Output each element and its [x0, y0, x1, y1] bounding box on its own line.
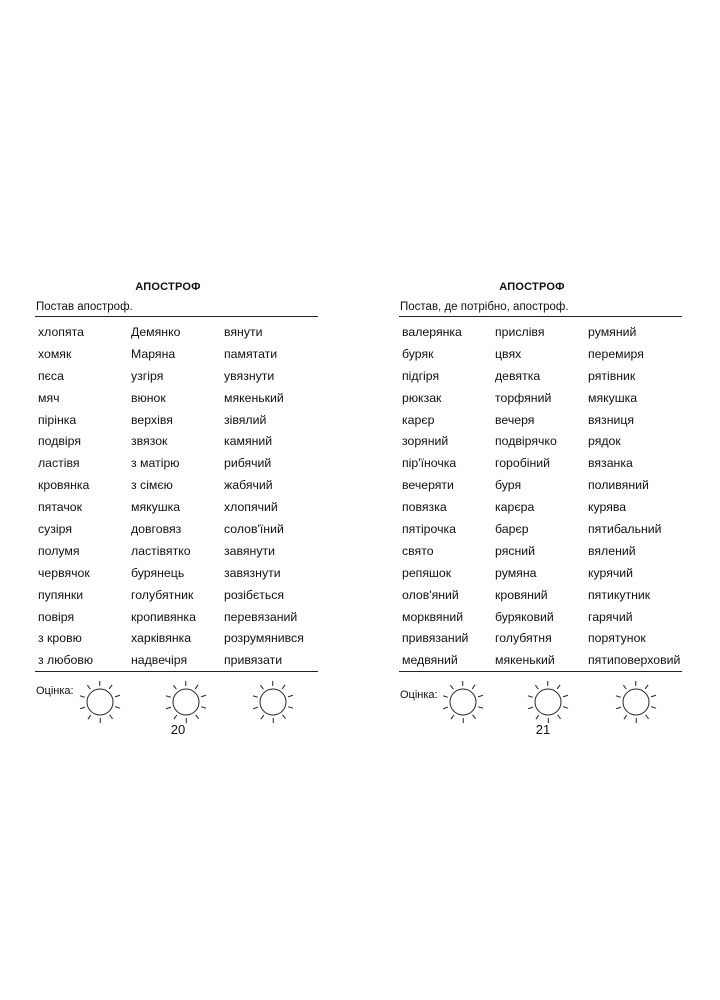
word[interactable]: хлопята: [38, 324, 84, 339]
word-table: [18, 317, 318, 671]
word[interactable]: вечеряти: [402, 478, 454, 493]
word[interactable]: перевязаний: [224, 609, 298, 624]
word[interactable]: мякушка: [131, 500, 181, 515]
word[interactable]: привязаний: [402, 631, 469, 646]
word[interactable]: з кровю: [38, 631, 82, 646]
word[interactable]: бурянець: [131, 565, 185, 580]
rating-label: Оцінка:: [36, 685, 74, 698]
word[interactable]: пятикутник: [588, 587, 651, 602]
rating-area: [382, 678, 682, 738]
word[interactable]: ластівя: [38, 456, 80, 471]
word[interactable]: зівялий: [224, 412, 267, 427]
word[interactable]: румяна: [495, 565, 537, 580]
word-row: [18, 518, 318, 540]
word-row: [382, 321, 682, 343]
word[interactable]: торфяний: [495, 390, 552, 405]
word[interactable]: подвіря: [38, 434, 82, 449]
word-row: [18, 387, 318, 409]
word[interactable]: горобіний: [495, 456, 551, 471]
word[interactable]: повіря: [38, 609, 75, 624]
word[interactable]: свято: [402, 543, 434, 558]
word[interactable]: довговяз: [131, 521, 182, 536]
word[interactable]: Демянко: [131, 324, 181, 339]
word[interactable]: харківянка: [131, 631, 192, 646]
word-row: [382, 584, 682, 606]
word-row: [18, 627, 318, 649]
word[interactable]: повязка: [402, 500, 447, 515]
word[interactable]: камяний: [224, 434, 273, 449]
word[interactable]: буряк: [402, 346, 434, 361]
word[interactable]: підгіря: [402, 368, 440, 383]
word-row: [382, 606, 682, 628]
word[interactable]: курява: [588, 500, 627, 515]
word[interactable]: памятати: [224, 346, 278, 361]
word[interactable]: гарячий: [588, 609, 633, 624]
word[interactable]: мякенький: [495, 653, 555, 668]
word[interactable]: медвяний: [402, 653, 458, 668]
left-page: [18, 280, 318, 738]
word[interactable]: валерянка: [402, 324, 462, 339]
rating-area: [18, 678, 318, 738]
word[interactable]: пятачок: [38, 500, 83, 515]
word[interactable]: пятірочка: [402, 521, 456, 536]
word[interactable]: подвірячко: [495, 434, 557, 449]
word[interactable]: солов'їний: [224, 521, 284, 536]
word[interactable]: полумя: [38, 543, 80, 558]
word[interactable]: пятибальний: [588, 521, 662, 536]
word-row: [18, 321, 318, 343]
word[interactable]: узгіря: [131, 368, 164, 383]
sun-icon[interactable]: [249, 678, 297, 726]
word[interactable]: морквяний: [402, 609, 464, 624]
word-row: [18, 562, 318, 584]
word[interactable]: вюнок: [131, 390, 166, 405]
word-row: [382, 452, 682, 474]
sun-icon[interactable]: [162, 678, 210, 726]
word-row: [382, 409, 682, 431]
word[interactable]: рюкзак: [402, 390, 442, 405]
word[interactable]: барєр: [495, 521, 529, 536]
word[interactable]: девятка: [495, 368, 541, 383]
word[interactable]: цвях: [495, 346, 522, 361]
word[interactable]: румяний: [588, 324, 637, 339]
word-row: [18, 474, 318, 496]
word-row: [382, 365, 682, 387]
word[interactable]: пір'їночка: [402, 456, 457, 471]
word-row: [382, 430, 682, 452]
word[interactable]: рибячий: [224, 456, 272, 471]
word[interactable]: олов'яний: [402, 587, 459, 602]
word[interactable]: буряковий: [495, 609, 554, 624]
page-title: АПОСТРОФ: [499, 281, 565, 293]
word[interactable]: хомяк: [38, 346, 72, 361]
word[interactable]: голубятня: [495, 631, 552, 646]
word[interactable]: увязнути: [224, 368, 275, 383]
word-row: [18, 430, 318, 452]
sun-icon[interactable]: [76, 678, 124, 726]
word[interactable]: пірінка: [38, 412, 77, 427]
word[interactable]: курячий: [588, 565, 634, 580]
word[interactable]: рясний: [495, 543, 536, 558]
word[interactable]: хлопячий: [224, 500, 278, 515]
word[interactable]: буря: [495, 478, 522, 493]
word[interactable]: завянути: [224, 543, 275, 558]
word[interactable]: вязанка: [588, 456, 633, 471]
page-title: АПОСТРОФ: [135, 281, 201, 293]
word[interactable]: пупянки: [38, 587, 84, 602]
word-row: [382, 343, 682, 365]
word-row: [382, 518, 682, 540]
instruction: Постав апостроф.: [36, 301, 133, 313]
word-row: [18, 365, 318, 387]
word-row: [18, 649, 318, 671]
word[interactable]: рядок: [588, 434, 621, 449]
word-row: [382, 649, 682, 671]
word-row: [382, 540, 682, 562]
word[interactable]: вечеря: [495, 412, 535, 427]
word-row: [382, 627, 682, 649]
word[interactable]: поливяний: [588, 478, 649, 493]
word[interactable]: вязниця: [588, 412, 635, 427]
word[interactable]: надвечіря: [131, 653, 188, 668]
word[interactable]: вянути: [224, 324, 263, 339]
word-row: [18, 606, 318, 628]
word[interactable]: мяч: [38, 390, 60, 405]
instruction: Постав, де потрібно, апостроф.: [400, 301, 569, 313]
word[interactable]: з сімєю: [131, 478, 173, 493]
word-row: [18, 496, 318, 518]
word[interactable]: кропивянка: [131, 609, 196, 624]
word-row: [18, 540, 318, 562]
right-page: [382, 280, 682, 738]
word-row: [18, 584, 318, 606]
word[interactable]: прислівя: [495, 324, 545, 339]
word[interactable]: з любовю: [38, 653, 94, 668]
word[interactable]: рятівник: [588, 368, 636, 383]
word[interactable]: з матірю: [131, 456, 180, 471]
word-row: [382, 387, 682, 409]
word[interactable]: мякушка: [588, 390, 638, 405]
word[interactable]: перемиря: [588, 346, 644, 361]
word-row: [382, 496, 682, 518]
divider: [399, 671, 682, 672]
divider: [35, 671, 318, 672]
word[interactable]: завязнути: [224, 565, 281, 580]
word[interactable]: пятиповерховий: [588, 653, 681, 668]
word[interactable]: зоряний: [402, 434, 449, 449]
word[interactable]: вялений: [588, 543, 636, 558]
word[interactable]: звязок: [131, 434, 168, 449]
word-row: [18, 343, 318, 365]
word[interactable]: мякенький: [224, 390, 284, 405]
sun-icon[interactable]: [612, 678, 660, 726]
sun-icon[interactable]: [524, 678, 572, 726]
word-row: [18, 409, 318, 431]
word[interactable]: ластівятко: [131, 543, 191, 558]
sun-icon[interactable]: [439, 678, 487, 726]
word-row: [382, 474, 682, 496]
rating-label: Оцінка:: [400, 689, 438, 702]
word[interactable]: розрумянився: [224, 631, 304, 646]
word[interactable]: карєра: [495, 500, 535, 515]
word-row: [382, 562, 682, 584]
word-table: [382, 317, 682, 671]
page-number: 21: [535, 722, 551, 738]
word-row: [18, 452, 318, 474]
word[interactable]: сузіря: [38, 521, 73, 536]
word[interactable]: жабячий: [224, 478, 273, 493]
word[interactable]: червячок: [38, 565, 90, 580]
word[interactable]: пєса: [38, 368, 64, 383]
word[interactable]: карєр: [402, 412, 435, 427]
word[interactable]: привязати: [224, 653, 283, 668]
word[interactable]: кровянка: [38, 478, 90, 493]
word[interactable]: кровяний: [495, 587, 548, 602]
word[interactable]: верхівя: [131, 412, 173, 427]
word[interactable]: репяшок: [402, 565, 452, 580]
word[interactable]: голубятник: [131, 587, 194, 602]
word[interactable]: розібється: [224, 587, 285, 602]
word[interactable]: порятунок: [588, 631, 646, 646]
word[interactable]: Маряна: [131, 346, 176, 361]
page-number: 20: [170, 722, 186, 738]
